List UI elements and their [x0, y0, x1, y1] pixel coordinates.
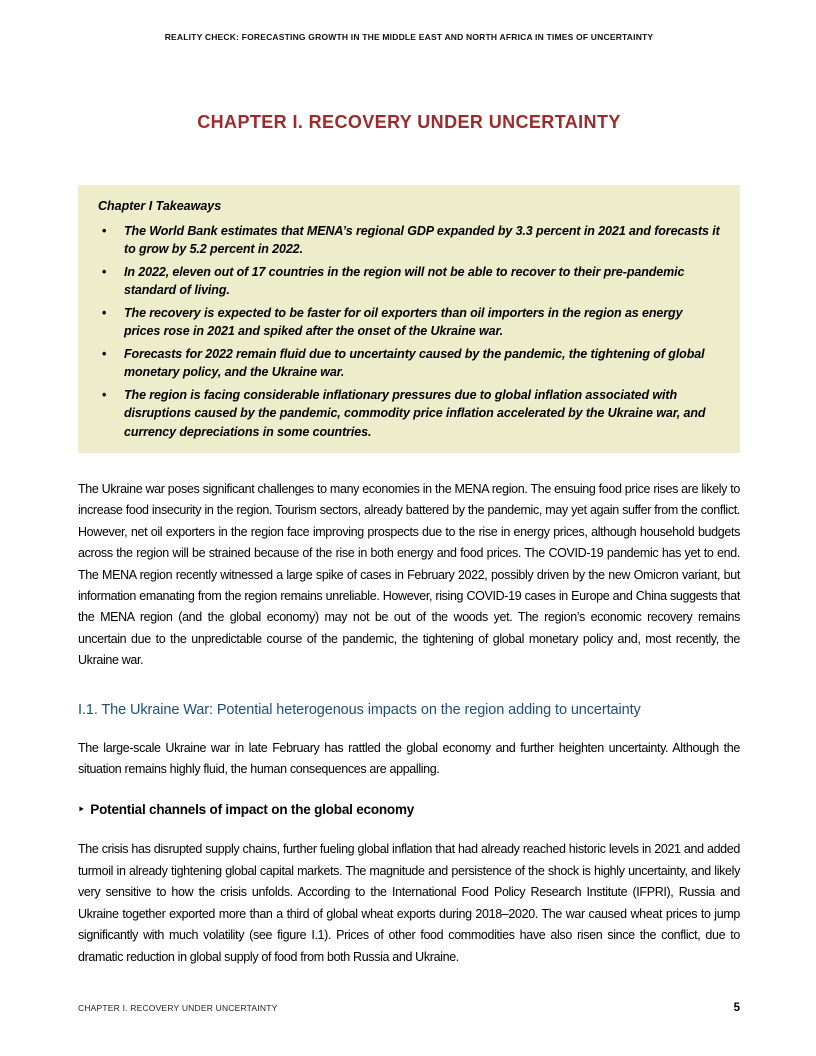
bullet-icon: • — [102, 223, 107, 238]
running-header: REALITY CHECK: FORECASTING GROWTH IN THE MIDDLE EAST AND NORTH AFRICA IN TIMES OF UNCERTAINTY — [164, 32, 654, 42]
bullet-icon: • — [102, 305, 107, 320]
body-paragraph-2: The large-scale Ukraine war in late February has rattled the global economy and further heighten uncertainty. Although the situation remains highly fluid, the human consequences are appalling. — [78, 740, 740, 777]
subsection-heading-text: Potential channels of impact on the global economy — [90, 802, 415, 818]
takeaway-text: In 2022, eleven out of 17 countries in the region will not be able to recover to their pre-pandemic standard of living. — [124, 264, 685, 297]
subsection-heading — [78, 802, 740, 817]
body-paragraph-3: The crisis has disrupted supply chains, further fueling global inflation that had already reached historic levels in 2021 and added turmoil in already tightening global capital markets. The magnitude and persistence of the shock is highly uncertainty, and likely very sensitive to how the crisis unfolds. According to the International Food Policy Research Institute (IFPRI), Russia and Ukraine together exported more than a third of global wheat exports during 2018–2020. The war caused wheat prices to jump significantly with much volatility (see figure I.1). Prices of other food commodities have also risen since the conflict, due to dramatic reduction in global supply of food from both Russia and Ukraine. — [78, 842, 740, 964]
takeaway-text: The World Bank estimates that MENA’s regional GDP expanded by 3.3 percent in 2021 and forecasts it to grow by 5.2 percent in 2022. — [124, 223, 720, 256]
takeaway-text: The region is facing considerable inflationary pressures due to global inflation associated with disruptions caused by the pandemic, commodity price inflation accelerated by the Ukraine war, and currency depreciations in some countries. — [124, 387, 706, 439]
takeaway-item — [98, 386, 720, 442]
takeaway-item — [98, 304, 720, 341]
page-footer — [78, 1002, 740, 1014]
chapter-title: CHAPTER I. RECOVERY UNDER UNCERTAINTY — [197, 112, 621, 132]
takeaway-item — [98, 345, 720, 382]
section-heading: I.1. The Ukraine War: Potential heterogenous impacts on the region adding to uncertainty — [78, 701, 641, 718]
document-page — [78, 0, 740, 1056]
page-number: 5 — [733, 1002, 740, 1014]
takeaways-box — [78, 185, 740, 453]
bullet-icon: • — [102, 387, 107, 402]
takeaways-heading: Chapter I Takeaways — [98, 199, 222, 213]
body-paragraph-1: The Ukraine war poses significant challenges to many economies in the MENA region. The ensuing food price rises are likely to increase food insecurity in the region. Tourism sectors, already battered by the pandemic, may yet again suffer from the conflict. However, net oil exporters in the region face improving prospects due to the rise in energy prices, although household budgets across the region will be strained because of the rise in both energy and food prices. The COVID-19 pandemic has yet to end. The MENA region recently witnessed a large spike of cases in February 2022, possibly driven by the new Omicron variant, but information emanating from the region remains unreliable. However, rising COVID-19 cases in Europe and China suggests that the MENA region (and the global economy) may not be out of the woods yet. The region’s economic recovery remains uncertain due to the unpredictable course of the pandemic, the tightening of global monetary policy and, most recently, the Ukraine war. — [78, 482, 740, 668]
bullet-icon: • — [102, 346, 107, 361]
takeaway-text: The recovery is expected to be faster for oil exporters than oil importers in the region as energy prices rose in 2021 and spiked after the onset of the Ukraine war. — [124, 305, 683, 338]
footer-running-title: CHAPTER I. RECOVERY UNDER UNCERTAINTY — [78, 1003, 278, 1013]
takeaway-item — [98, 263, 720, 300]
bullet-icon: • — [102, 264, 107, 279]
takeaway-item — [98, 222, 720, 259]
triangle-bullet-icon: ‣ — [78, 804, 85, 817]
takeaway-text: Forecasts for 2022 remain fluid due to uncertainty caused by the pandemic, the tightening of global monetary policy, and the Ukraine war. — [124, 346, 705, 379]
takeaways-list — [98, 222, 720, 442]
